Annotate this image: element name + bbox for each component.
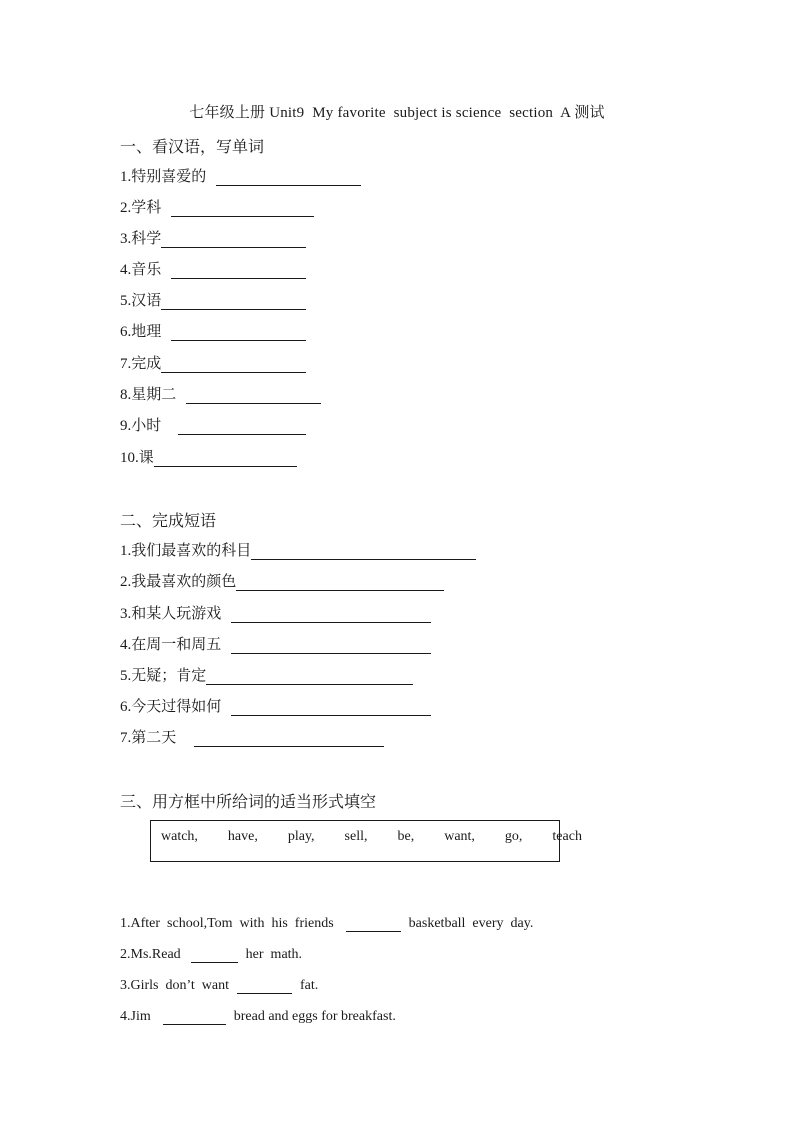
fill-question — [120, 947, 302, 963]
item-prompt: 6.地理 — [120, 324, 162, 340]
answer-blank[interactable] — [186, 389, 321, 404]
item-prompt: 7.第二天 — [120, 730, 177, 746]
item-prompt: 4.在周一和周五 — [120, 637, 222, 653]
item-prompt: 8.星期二 — [120, 387, 177, 403]
list-item — [120, 196, 314, 217]
question-text: 3.Girls don’t want — [120, 978, 230, 993]
answer-blank[interactable] — [163, 1011, 226, 1025]
section3-heading: 三、用方框中所给词的适当形式填空 — [120, 794, 377, 811]
question-text: 2.Ms.Read — [120, 947, 181, 962]
answer-blank[interactable] — [194, 732, 384, 747]
item-prompt: 5.无疑；肯定 — [120, 668, 207, 684]
answer-blank[interactable] — [161, 295, 306, 310]
item-prompt: 2.学科 — [120, 200, 162, 216]
item-prompt: 7.完成 — [120, 356, 162, 372]
answer-blank[interactable] — [161, 358, 306, 373]
answer-blank[interactable] — [251, 545, 476, 560]
list-item — [120, 414, 306, 435]
question-text: 1.After school,Tom with his friends — [120, 916, 334, 931]
list-item — [120, 726, 384, 747]
word-bank-box — [150, 820, 582, 862]
item-prompt: 5.汉语 — [120, 293, 162, 309]
word-bank-words: watch, have, play, sell, be, want, go, teach — [161, 829, 582, 844]
list-item — [120, 258, 306, 279]
fill-question — [120, 978, 318, 994]
list-item — [120, 383, 321, 404]
answer-blank[interactable] — [237, 980, 292, 994]
list-item — [120, 320, 306, 341]
item-prompt: 3.科学 — [120, 231, 162, 247]
answer-blank[interactable] — [231, 701, 431, 716]
list-item — [120, 602, 431, 623]
answer-blank[interactable] — [171, 326, 306, 341]
answer-blank[interactable] — [236, 576, 444, 591]
answer-blank[interactable] — [171, 202, 314, 217]
fill-question — [120, 916, 533, 932]
list-item — [120, 633, 431, 654]
question-text: her math. — [245, 947, 303, 962]
item-prompt: 1.特别喜爱的 — [120, 169, 207, 185]
answer-blank[interactable] — [216, 171, 361, 186]
item-prompt: 2.我最喜欢的颜色 — [120, 574, 237, 590]
list-item — [120, 352, 306, 373]
answer-blank[interactable] — [231, 608, 431, 623]
list-item — [120, 570, 444, 591]
question-text: 4.Jim — [120, 1009, 151, 1024]
item-prompt: 4.音乐 — [120, 262, 162, 278]
list-item — [120, 446, 297, 467]
item-prompt: 9.小时 — [120, 418, 162, 434]
answer-blank[interactable] — [171, 264, 306, 279]
section2-heading: 二、完成短语 — [120, 513, 217, 530]
answer-blank[interactable] — [154, 452, 297, 467]
answer-blank[interactable] — [231, 639, 431, 654]
section1-heading: 一、看汉语，写单词 — [120, 139, 265, 156]
fill-question — [120, 1009, 396, 1025]
list-item — [120, 695, 431, 716]
answer-blank[interactable] — [191, 949, 238, 963]
list-item — [120, 165, 361, 186]
question-text: basketball every day. — [408, 916, 534, 931]
answer-blank[interactable] — [161, 233, 306, 248]
item-prompt: 6.今天过得如何 — [120, 699, 222, 715]
question-text: bread and eggs for breakfast. — [233, 1009, 396, 1024]
list-item — [120, 664, 413, 685]
item-prompt: 1.我们最喜欢的科目 — [120, 543, 252, 559]
question-text: fat. — [300, 978, 319, 993]
list-item — [120, 289, 306, 310]
item-prompt: 10.课 — [120, 450, 154, 466]
answer-blank[interactable] — [206, 670, 413, 685]
list-item — [120, 539, 476, 560]
page-title: 七年级上册 Unit9 My favorite subject is science section A 测试 — [189, 105, 605, 121]
list-item — [120, 227, 306, 248]
item-prompt: 3.和某人玩游戏 — [120, 606, 222, 622]
answer-blank[interactable] — [178, 420, 306, 435]
answer-blank[interactable] — [346, 918, 401, 932]
